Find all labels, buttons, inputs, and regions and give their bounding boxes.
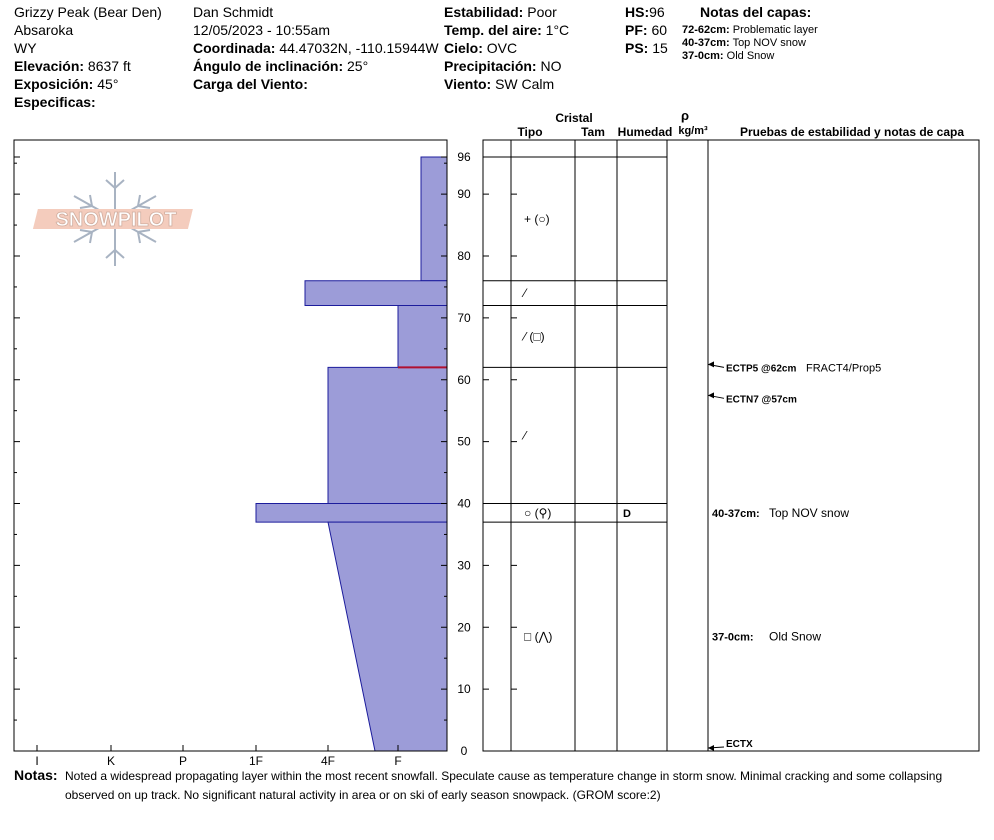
- location-name: Grizzy Peak (Bear Den): [14, 4, 162, 20]
- col-density-unit: kg/m³: [678, 125, 708, 137]
- test-label-2: ECTN7 @57cm: [726, 394, 797, 406]
- date-time: 12/05/2023 - 10:55am: [193, 22, 330, 38]
- hardness-label-4F: 4F: [320, 754, 336, 768]
- grain-type-5: ○ (⚲): [524, 505, 552, 520]
- plot-frame: [14, 140, 979, 751]
- hardness-layer-5: [256, 504, 447, 523]
- slope-angle: Ángulo de inclinación: 25°: [193, 58, 369, 74]
- layer-note-2: 40-37cm: Top NOV snow: [682, 37, 806, 49]
- col-tam: Tam: [581, 125, 605, 139]
- hs-value: HS:96: [625, 4, 665, 20]
- layer-comment-range-1: 40-37cm:: [712, 507, 760, 520]
- notes-label: Notas:: [14, 767, 58, 783]
- col-tests-title: Pruebas de estabilidad y notas de capa: [739, 125, 965, 139]
- layer-comment-text-2: Old Snow: [769, 629, 822, 644]
- specifics-label: Especificas:: [14, 94, 96, 110]
- crystal-table: [483, 140, 708, 751]
- aspect: Exposición: 45°: [14, 76, 119, 92]
- wind-loading-label: Carga del Viento:: [193, 76, 308, 92]
- col-tipo: Tipo: [517, 125, 543, 139]
- sky: Cielo: OVC: [444, 40, 518, 56]
- layer-notes-title: Notas del capas:: [700, 4, 812, 20]
- hardness-label-F: F: [394, 754, 402, 768]
- hardness-label-I: I: [35, 754, 39, 768]
- hardness-layer-1: [421, 157, 447, 281]
- height-label-80: 80: [457, 249, 471, 263]
- height-label-60: 60: [457, 372, 471, 387]
- test-note-1: FRACT4/Prop5: [806, 362, 882, 375]
- test-label-3: ECTX: [726, 739, 753, 750]
- pf-value: PF: 60: [625, 22, 668, 38]
- layer-note-1: 72-62cm: Problematic layer: [682, 24, 818, 36]
- height-label-10: 10: [457, 682, 471, 697]
- hardness-layer-2: [305, 281, 447, 306]
- test-label-1: ECTP5 @62cm: [726, 363, 797, 375]
- precipitation: Precipitación: NO: [444, 58, 562, 74]
- height-label-96: 96: [457, 150, 471, 164]
- state: WY: [14, 40, 37, 56]
- grain-type-2: ⁄: [524, 286, 527, 301]
- grain-type-1: + (○): [524, 211, 550, 226]
- test-arrow-head-1: [708, 361, 714, 367]
- notes-line-2: observed on up track. No significant natural activity in area or on ski of early season snowpack. (GROM score:2): [65, 788, 661, 802]
- col-cristal: Cristal: [555, 111, 593, 125]
- test-arrow-head-3: [708, 745, 714, 751]
- layer-comment-range-2: 37-0cm:: [712, 631, 754, 644]
- stability: Estabilidad: Poor: [444, 4, 557, 20]
- layer-rows: [521, 212, 631, 644]
- snowpilot-logo: [33, 172, 193, 266]
- ps-value: PS: 15: [625, 40, 668, 56]
- grain-type-6: □ (⋀): [524, 629, 553, 644]
- coordinates: Coordinada: 44.47032N, -110.15944W: [193, 40, 439, 56]
- hardness-layer-6: [328, 522, 447, 751]
- hardness-layer-4: [328, 367, 447, 503]
- table-border: [483, 140, 979, 751]
- test-arrow-head-2: [708, 392, 714, 398]
- hardness-label-P: P: [178, 754, 188, 768]
- col-rho: ρ: [680, 108, 690, 123]
- hardness-label-1F: 1F: [248, 754, 264, 768]
- height-label-90: 90: [457, 187, 471, 202]
- notes-line-1: Noted a widespread propagating layer within the most recent snowfall. Speculate cause as temperature change in storm snow. Minimal cracking and some collapsing: [65, 769, 943, 783]
- hardness-layers: [256, 157, 447, 751]
- height-label-40: 40: [457, 496, 471, 511]
- observer: Dan Schmidt: [193, 4, 274, 20]
- hardness-layer-3: [398, 306, 447, 368]
- height-label-0: 0: [460, 744, 468, 758]
- height-label-30: 30: [457, 558, 471, 573]
- elevation: Elevación: 8637 ft: [14, 58, 131, 74]
- grain-type-4: ⁄: [524, 428, 527, 443]
- height-label-70: 70: [457, 310, 471, 325]
- logo-text: SNOWPILOT: [55, 209, 177, 231]
- hardness-label-K: K: [106, 754, 116, 768]
- mountain-range: Absaroka: [14, 22, 74, 38]
- moisture-5: D: [623, 507, 631, 520]
- air-temperature: Temp. del aire: 1°C: [444, 22, 570, 38]
- height-label-50: 50: [457, 434, 471, 449]
- height-label-20: 20: [457, 620, 471, 635]
- grain-type-3: ⁄ (□): [524, 329, 545, 344]
- layer-note-3: 37-0cm: Old Snow: [682, 50, 775, 62]
- wind: Viento: SW Calm: [444, 76, 555, 92]
- col-humedad: Humedad: [617, 125, 673, 139]
- layer-comment-text-1: Top NOV snow: [769, 505, 850, 520]
- stability-tests: [708, 361, 881, 751]
